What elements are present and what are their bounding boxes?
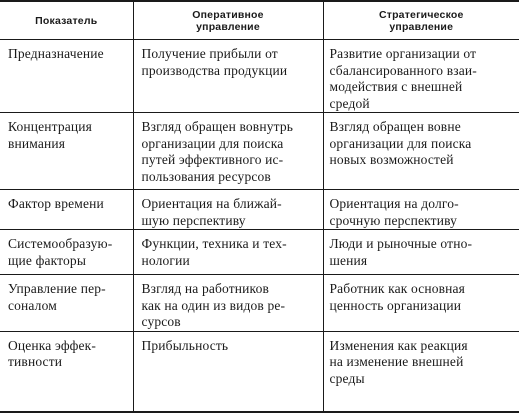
cell-text [0, 190, 133, 213]
header-line: Показатель [35, 14, 98, 27]
cell-line: шую перспективу [141, 212, 246, 228]
cell-line: Взгляд обращен вовне [329, 119, 461, 134]
table-body [0, 40, 519, 413]
cell-text [0, 230, 133, 269]
cell-line: Получение прибыли от [141, 46, 278, 61]
cell-line: Функции, техника и тех- [141, 236, 287, 251]
table-row [0, 331, 519, 412]
header-label [31, 15, 101, 27]
cell-line: Ориентация на долго- [329, 196, 459, 211]
cell-line: Изменения как реакция [329, 337, 468, 353]
cell-line: модействия с внешней [329, 79, 463, 94]
cell-line: как на один из видов ре- [141, 297, 286, 313]
cell-line: организации для поиска [329, 135, 472, 151]
cell-text [134, 275, 323, 331]
cell-text [324, 40, 520, 112]
cell-text [134, 40, 323, 79]
cell-strategic [323, 230, 519, 275]
header-indicator [0, 1, 133, 40]
cell-line: Прибыльность [141, 337, 229, 353]
cell-text [0, 275, 133, 314]
cell-line: путей эффективного ис- [141, 152, 284, 167]
cell-line: внимания [8, 135, 66, 151]
header-operational [133, 1, 323, 40]
cell-text [324, 190, 520, 229]
cell-line: Ориентация на ближай- [141, 196, 282, 211]
header-strategic [323, 1, 519, 40]
cell-line: среды [329, 370, 365, 386]
cell-text [324, 332, 520, 388]
cell-text [134, 332, 323, 355]
cell-line: Развитие организации от [329, 46, 477, 61]
cell-line: сбалансированного взаи- [329, 62, 477, 78]
cell-text [324, 113, 520, 169]
table-row [0, 275, 519, 332]
cell-line: на изменение внешней [329, 354, 464, 369]
header-line: Стратегическое [378, 8, 464, 21]
cell-operational [133, 190, 323, 230]
cell-operational [133, 113, 323, 190]
table-header [0, 1, 519, 40]
cell-operational [133, 275, 323, 332]
cell-operational [133, 230, 323, 275]
table-row [0, 40, 519, 113]
cell-line: Люди и рыночные отно- [329, 236, 473, 251]
cell-line: Фактор времени [8, 196, 104, 211]
table-row [0, 230, 519, 275]
cell-strategic [323, 331, 519, 412]
cell-line: Системообразую- [8, 236, 113, 251]
cell-strategic [323, 275, 519, 332]
header-line: управление [389, 20, 454, 33]
cell-indicator [0, 275, 133, 332]
cell-text [0, 113, 133, 152]
cell-line: Предназначение [8, 46, 104, 61]
cell-line: Взгляд обращен вовнутрь [141, 119, 294, 134]
table-row [0, 190, 519, 230]
cell-strategic [323, 113, 519, 190]
cell-indicator [0, 331, 133, 412]
cell-indicator [0, 40, 133, 113]
cell-line: новых возможностей [329, 152, 454, 167]
cell-text [0, 40, 133, 63]
cell-text [0, 332, 133, 371]
cell-line: производства продукции [141, 62, 288, 78]
cell-line: пользования ресурсов [141, 168, 271, 184]
cell-line: щие факторы [8, 252, 87, 268]
cell-line: Оценка эффек- [8, 337, 97, 353]
cell-line: Взгляд на работников [141, 281, 269, 296]
cell-text [324, 275, 520, 314]
cell-line: нологии [141, 252, 190, 268]
cell-line: Управление пер- [8, 281, 106, 296]
table-row [0, 113, 519, 190]
header-label [375, 9, 468, 33]
cell-line: сурсов [141, 314, 181, 329]
cell-strategic [323, 190, 519, 230]
header-label [188, 9, 267, 33]
cell-indicator [0, 190, 133, 230]
cell-line: срочную перспективу [329, 212, 458, 228]
cell-text [324, 230, 520, 269]
header-row [0, 1, 519, 40]
cell-line: Концентрация [8, 119, 93, 134]
cell-line: организации для поиска [141, 135, 284, 151]
cell-text [134, 190, 323, 229]
cell-line: ценность организации [329, 297, 462, 313]
cell-indicator [0, 230, 133, 275]
cell-operational [133, 40, 323, 113]
cell-line: шения [329, 252, 368, 268]
cell-line: средой [329, 95, 370, 111]
cell-line: соналом [8, 297, 57, 313]
cell-line: тивности [8, 354, 63, 369]
header-line: управление [196, 20, 260, 33]
cell-text [134, 230, 323, 269]
cell-operational [133, 331, 323, 412]
header-line: Оперативное [192, 8, 264, 21]
cell-indicator [0, 113, 133, 190]
cell-strategic [323, 40, 519, 113]
cell-text [134, 113, 323, 185]
cell-line: Работник как основная [329, 281, 466, 296]
